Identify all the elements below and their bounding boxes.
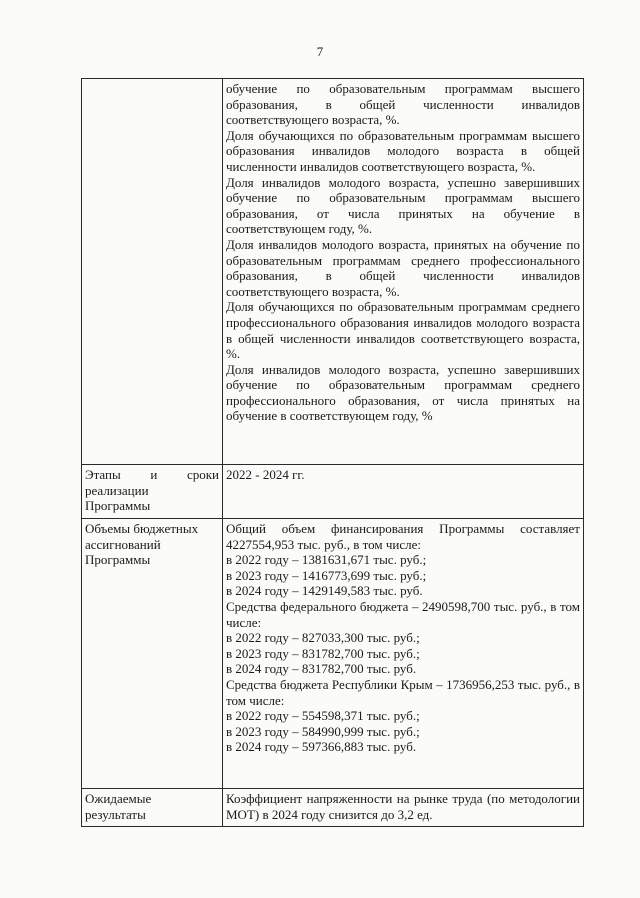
indicator-item: Доля обучающихся по образовательным программам высшего образования инвалидов молодого возраста в общей численности инвалидов соответствующего возраста, %. [226, 127, 580, 174]
stages-label-line: реализации [85, 482, 149, 498]
budget-line: в 2024 году – 831782,700 тыс. руб. [226, 661, 417, 677]
budget-line: Средства федерального бюджета – 2490598,700 тыс. руб., в том числе: [226, 598, 580, 630]
indicators-label-cell [82, 79, 223, 465]
budget-line: в 2022 году – 554598,371 тыс. руб.; [226, 708, 420, 724]
table-row-results [82, 789, 584, 827]
budget-line: в 2023 году – 584990,999 тыс. руб.; [226, 723, 420, 739]
budget-line: в 2023 году – 1416773,699 тыс. руб.; [226, 567, 427, 583]
stages-label-line: Этапы и сроки [85, 467, 219, 482]
indicator-item: Доля инвалидов молодого возраста, успешно завершивших обучение по образовательным программам высшего образования, от числа принятых на обучение в соответствующем году, %. [226, 174, 580, 237]
indicator-item: Доля инвалидов молодого возраста, принятых на обучение по образовательным программам среднего профессионального образования, в общей численности инвалидов соответствующего возраста, %. [226, 236, 580, 299]
results-value-cell [223, 789, 584, 827]
results-label-cell [82, 789, 223, 827]
results-value: Коэффициент напряженности на рынке труда (по методологии МОТ) в 2024 году снизится до 3,2 ед. [226, 791, 580, 822]
budget-line: Средства бюджета Республики Крым – 1736956,253 тыс. руб., в том числе: [226, 676, 580, 708]
indicator-item: Доля обучающихся по образовательным программам среднего профессионального образования инвалидов молодого возраста в общей численности инвалидов соответствующего возраста, %. [226, 299, 580, 362]
stages-label-line: Программы [85, 498, 151, 514]
results-label-line: Ожидаемые [85, 791, 152, 806]
table-row-stages [82, 465, 584, 519]
budget-line: в 2023 году – 831782,700 тыс. руб.; [226, 645, 420, 661]
table-row-indicators [82, 79, 584, 465]
results-label-line: результаты [85, 806, 146, 822]
budget-line: в 2022 году – 1381631,671 тыс. руб.; [226, 552, 427, 568]
budget-label-cell [82, 519, 223, 789]
stages-value-cell [223, 465, 584, 519]
budget-line: в 2022 году – 827033,300 тыс. руб.; [226, 630, 420, 646]
indicator-item: Доля инвалидов молодого возраста, успешно завершивших обучение по образовательным программам среднего профессионального образования, от числа принятых на обучение в соответствующем году, % [226, 361, 580, 424]
budget-label-line: ассигнований [85, 536, 161, 552]
budget-value-cell [223, 519, 584, 789]
budget-label-line: Объемы бюджетных [85, 521, 199, 536]
budget-label-line: Программы [85, 552, 151, 568]
budget-line: в 2024 году – 597366,883 тыс. руб. [226, 739, 417, 755]
indicators-value-cell [223, 79, 584, 465]
stages-label-cell [82, 465, 223, 519]
page-number: 7 [316, 44, 324, 59]
program-passport-table [81, 78, 584, 827]
table-row-budget [82, 519, 584, 789]
budget-line: Общий объем финансирования Программы составляет 4227554,953 тыс. руб., в том числе: [226, 521, 580, 552]
indicator-item: обучение по образовательным программам высшего образования, в общей численности инвалидов соответствующего возраста, %. [226, 81, 580, 128]
budget-line: в 2024 году – 1429149,583 тыс. руб. [226, 583, 423, 599]
stages-value: 2022 - 2024 гг. [226, 467, 305, 482]
